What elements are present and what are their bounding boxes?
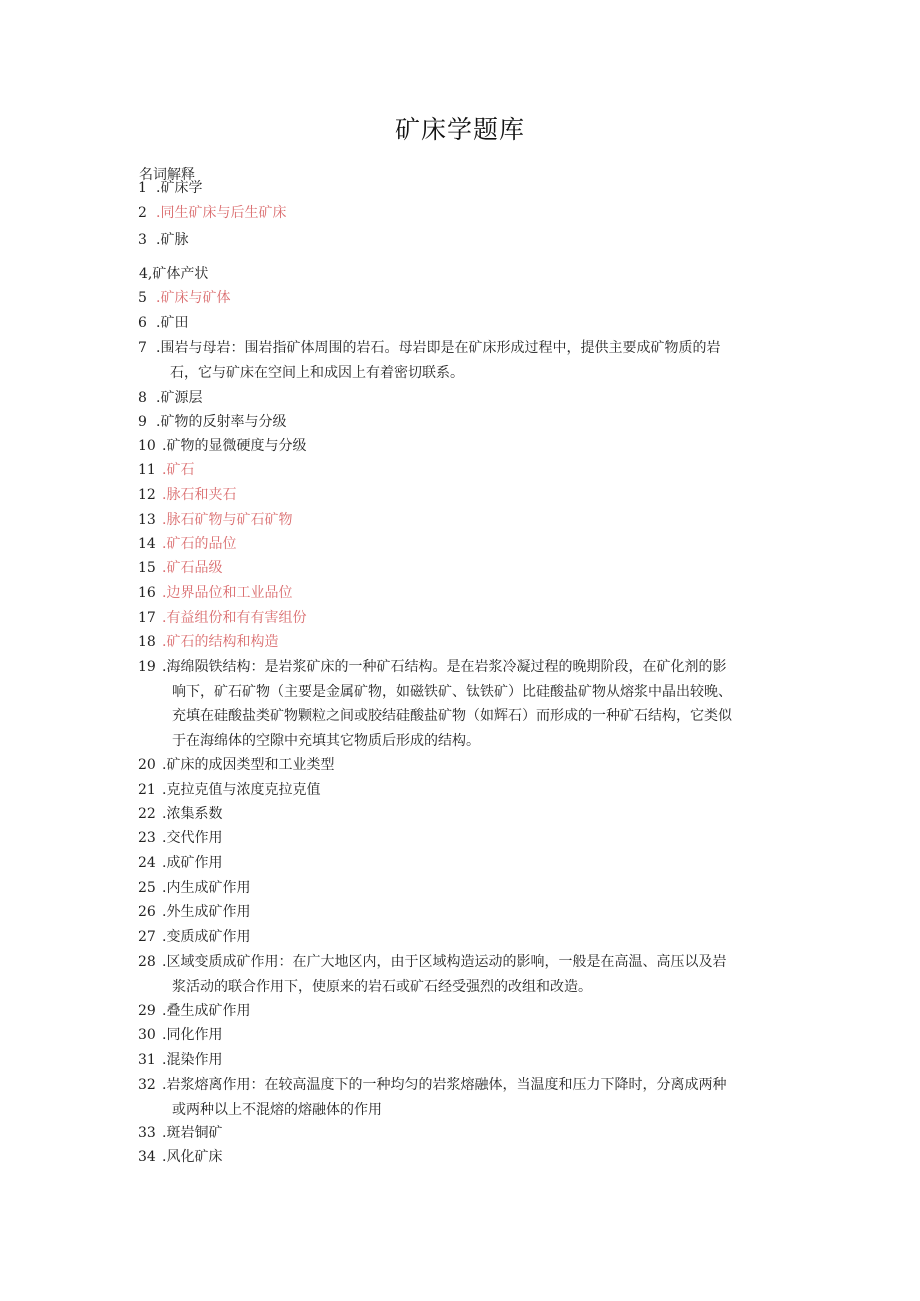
item-text: .克拉克值与浓度克拉克值 [162,782,321,798]
item-number: 11 [138,462,156,478]
item-number: 12 [138,487,156,503]
item-number: 25 [138,880,156,896]
item-text: .矿石 [162,462,195,478]
item-number: 5 [138,290,147,306]
item-number: 2 [138,205,147,221]
item-number: 19 [138,659,156,675]
section-heading: 名词解释 [139,167,195,183]
item-text: .围岩与母岩：围岩指矿体周围的岩石。母岩即是在矿床形成过程中，提供主要成矿物质的岩 [156,340,721,356]
item-number: 30 [138,1027,156,1043]
item-text-continuation: 石，它与矿床在空间上和成因上有着密切联系。 [170,364,464,381]
item-text: .内生成矿作用 [162,880,251,896]
item-number: 10 [138,438,156,454]
item-text: .风化矿床 [162,1149,223,1165]
item-text: .外生成矿作用 [162,904,251,920]
item-text: .脉石和夹石 [162,487,237,503]
item-text-continuation: 于在海绵体的空隙中充填其它物质后形成的结构。 [172,732,480,749]
item-text-continuation: 充填在硅酸盐类矿物颗粒之间或胶结硅酸盐矿物（如辉石）而形成的一种矿石结构，它类似 [172,708,732,724]
item-number: 27 [138,929,156,945]
item-text: .同化作用 [162,1027,223,1043]
item-text: .矿石的结构和构造 [162,634,279,650]
item-number: 33 [138,1125,156,1141]
item-number: 17 [138,610,156,626]
item-text: .边界品位和工业品位 [162,585,293,601]
item-text: .海绵陨铁结构：是岩浆矿床的一种矿石结构。是在岩浆冷凝过程的晚期阶段，在矿化剂的影 [162,659,727,675]
item-text: .矿田 [156,315,189,331]
item-number: 14 [138,536,156,552]
item-number: 32 [138,1077,156,1093]
item-text-continuation: 浆活动的联合作用下，使原来的岩石或矿石经受强烈的改组和改造。 [172,978,592,995]
item-number: 6 [138,315,147,331]
item-text: .岩浆熔离作用：在较高温度下的一种均匀的岩浆熔融体，当温度和压力下降时，分离成两种 [162,1077,727,1093]
item-number: 18 [138,634,156,650]
item-number: 13 [138,512,156,528]
item-text: .矿床的成因类型和工业类型 [162,757,335,773]
item-text: .矿石的品位 [162,536,237,552]
item-number: 20 [138,757,156,773]
item-text: .矿物的显微硬度与分级 [162,438,307,454]
item-text: .区域变质成矿作用：在广大地区内，由于区域构造运动的影响，一般是在高温、高压以及岩 [162,954,727,970]
item-number: 23 [138,830,156,846]
item-number: 28 [138,954,156,970]
item-number: 34 [138,1149,156,1165]
item-number: 29 [138,1003,156,1019]
item-number: 7 [138,340,147,356]
item-number: 22 [138,806,156,822]
page-title: 矿床学题库 [394,115,525,144]
item-text: .矿床与矿体 [156,290,231,306]
item-text: .变质成矿作用 [162,929,251,945]
item-text: .矿脉 [156,232,189,248]
item-text: .交代作用 [162,830,223,846]
item-text-continuation: 或两种以上不混熔的熔融体的作用 [172,1101,382,1118]
item-text: .混染作用 [162,1052,223,1068]
item-number: 31 [138,1052,156,1068]
item-text: .成矿作用 [162,855,223,871]
item-number: 21 [138,782,156,798]
item-text: .矿床学 [156,180,203,196]
item-text: .矿物的反射率与分级 [156,414,287,430]
item-text: .脉石矿物与矿石矿物 [162,512,293,528]
item-text-continuation: 响下，矿石矿物（主要是金属矿物，如磁铁矿、钛铁矿）比硅酸盐矿物从熔浆中晶出较晚、 [172,683,732,700]
item-number: 3 [138,232,147,248]
item-number: 15 [138,560,156,576]
item-number: 9 [138,414,147,430]
item-text: .矿源层 [156,390,203,406]
item-text: .矿石品级 [162,560,223,576]
item-text: .叠生成矿作用 [162,1003,251,1019]
item-text: .同生矿床与后生矿床 [156,205,287,221]
item-number: 24 [138,855,156,871]
item-number: 1 [138,180,147,196]
item-text: 4,矿体产状 [139,266,209,282]
item-number: 26 [138,904,156,920]
item-number: 8 [138,390,147,406]
item-number: 16 [138,585,156,601]
item-text: .有益组份和有有害组份 [162,610,307,626]
item-text: .斑岩铜矿 [162,1125,223,1141]
item-text: .浓集系数 [162,806,223,822]
